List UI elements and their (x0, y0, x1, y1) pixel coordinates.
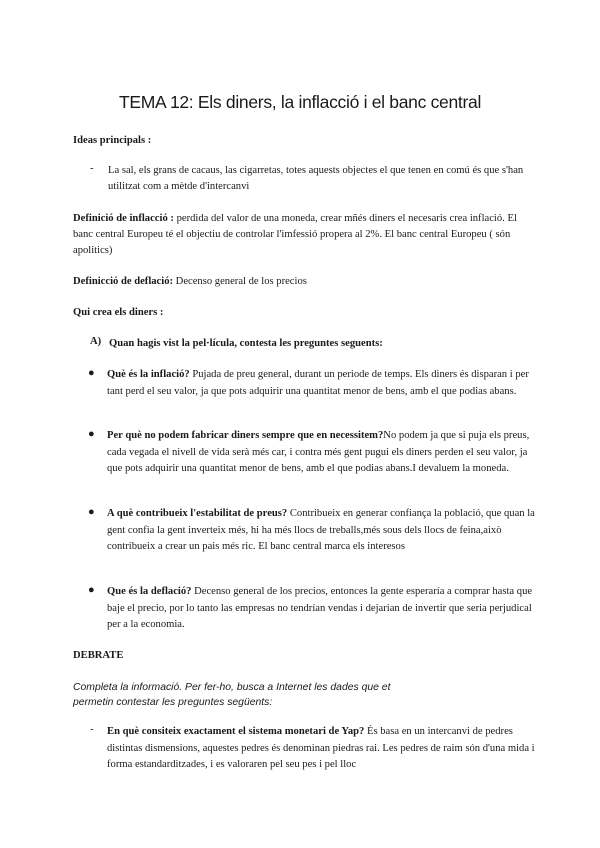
dash-marker: - (90, 163, 94, 174)
instruction-line-1: Completa la informació. Per fer-ho, busca a Internet les dades que et (73, 682, 391, 693)
qa-question: Que és la deflació? (107, 586, 192, 597)
qa-answer: Decenso general de los precios, entonces la gente esperaría a comprar hasta que baje el precio, por lo tanto las empresas no tendrían vendas i dejarian de invertir que seria perjudical per a la economia. (107, 586, 533, 630)
yap-answer: És basa en un intercanvi de pedres distintas dismensions, aquestes pedres és denominan piedras rai. Les pedres de raim són d'una mida i forma estandarditzades, i es valoraren pel seu pes i pel lloc (107, 726, 535, 770)
yap-item (107, 724, 535, 774)
bullet-icon: ● (88, 428, 95, 440)
who-creates-heading: Qui crea els diners : (73, 307, 164, 318)
ideas-heading: Ideas principals : (73, 135, 152, 146)
yap-question: En què consiteix exactament el sistema monetari de Yap? (107, 726, 365, 737)
bullet-icon: ● (88, 506, 95, 518)
qa-item-3 (107, 506, 535, 556)
instruction-line-2: permetin contestar les preguntes següents: (73, 697, 273, 708)
definition-deflation-text: Decenso general de los precios (173, 276, 307, 287)
definition-deflation-label: Definicció de deflació: (73, 276, 174, 287)
qa-question: Per què no podem fabricar diners sempre que en necessitem? (107, 430, 384, 441)
qa-item-2 (107, 428, 535, 478)
section-a-marker: A) (90, 336, 102, 347)
ideas-item: La sal, els grans de cacaus, las cigarretas, totes aquests objectes el que tenen en comú és que s'han utilitzat com a mètde d'intercanvi (108, 165, 524, 192)
qa-answer: Pujada de preu general, durant un periode de temps. Els diners és disparan i per tant perd el seu valor, ja que pots adquirir una quantitat menor de bens, amb el que podias abans. (107, 369, 529, 397)
bullet-icon: ● (88, 367, 95, 379)
page-title: TEMA 12: Els diners, la inflacció i el banc central (118, 92, 482, 112)
dash-marker: - (90, 724, 94, 735)
debate-heading: DEBRATE (73, 650, 124, 661)
qa-answer: No podem ja que si puja els preus, cada vegada el nivell de vida serà més car, i contra més gent pugui els diners perden el seu valor, ja que pots adquirir una quantitat menor de bens, amb el que podias abans.I devaluem la moneda. (107, 430, 530, 474)
definition-inflation-text: perdida del valor de una moneda, crear mñés diners el necesaris crea inflació. El banc central Europeu té el objectiu de controlar l'imfessió propera al 2%. El banc central Europeu ( són apolitics) (73, 213, 517, 256)
qa-item-1 (107, 367, 535, 400)
definition-inflation-label: Definició de inflacció : (73, 213, 174, 224)
definition-inflation (73, 211, 535, 259)
bullet-icon: ● (88, 584, 95, 596)
qa-answer: Contribueix en generar confiança la població, que quan la gent confia la gent inverteix més, hi ha més llocs de treballs,més sous dels llocs de feina,això contribueix a crear un pais més ric. El banc central marca els interesos (107, 508, 535, 552)
qa-item-4 (107, 584, 535, 634)
qa-question: A què contribueix l'estabilitat de preus? (107, 508, 288, 519)
section-a-heading: Quan hagis vist la pel·lícula, contesta les preguntes seguents: (109, 338, 383, 349)
qa-question: Què és la inflació? (107, 369, 190, 380)
definition-deflation (73, 274, 535, 290)
